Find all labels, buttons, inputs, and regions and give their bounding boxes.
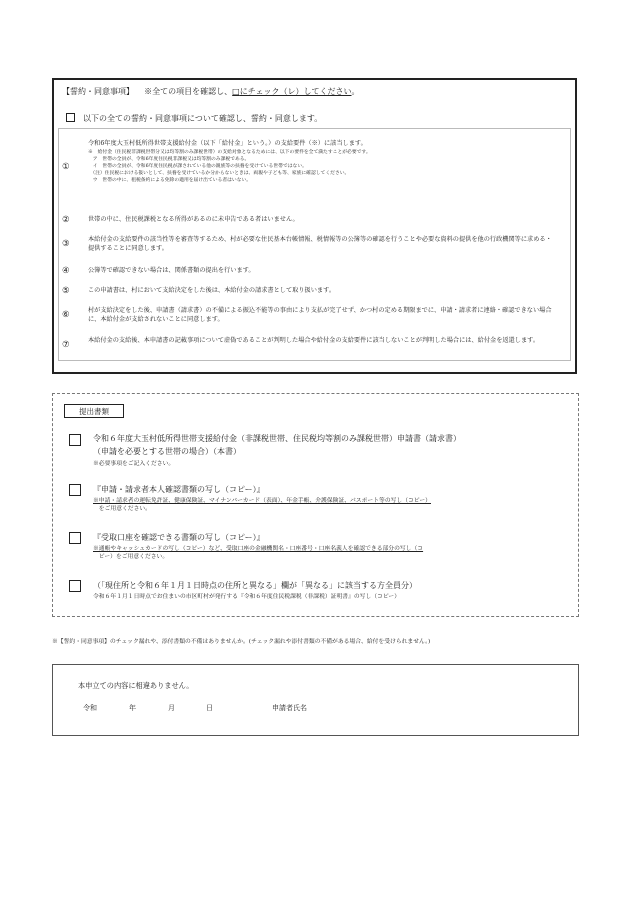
item-note: ア 世帯の全員が、令和6年度住民税非課税又は均等割のみ課税である。 [88, 156, 250, 162]
pledge-item-3 [62, 236, 556, 253]
pledge-heading [62, 86, 360, 97]
document-checkbox-1[interactable] [69, 434, 81, 446]
pledge-instruction-end: 。 [351, 87, 360, 96]
declaration-text: 本申立ての内容に相違ありません。 [78, 681, 194, 690]
document-3-title: 『受取口座を確認できる書類の写し（コピー）』 [93, 533, 265, 542]
document-2-note-2: をご用意ください。 [93, 506, 151, 512]
item-number: ② [62, 215, 70, 225]
pledge-item-2 [62, 215, 556, 225]
item-text: 令和6年度大玉村低所得世帯支援給付金（以下「給付金」という。）の支給要件（※）に該当します。 [88, 140, 367, 147]
pledge-item-7 [62, 337, 556, 350]
pledge-title: 【誓約・同意事項】 [62, 87, 134, 96]
document-2-title: 『申請・請求者本人確認書類の写し（コピー）』 [93, 485, 265, 494]
item-number: ⑦ [62, 340, 70, 350]
item-note: イ 世帯の全員が、令和6年度住民税が課されている他の親族等の扶養を受けている世帯ではない。 [88, 163, 307, 169]
item-number: ⑤ [62, 286, 70, 296]
pledge-instruction-rest: にチェック（レ）してください [239, 87, 352, 96]
agree-text: 以下の全ての誓約・同意事項について確認し、誓約・同意します。 [83, 114, 323, 123]
date-era: 令和 [83, 704, 97, 712]
document-3-note: ※通帳やキャッシュカードの写し（コピー）など、受取口座の金融機関名・口座番号・口座名義人を確認できる部分の写し（コ [93, 546, 424, 552]
document-1-title-2: （申請を必要とする世帯の場合）（本書） [93, 447, 241, 456]
date-month-label: 月 [168, 704, 175, 712]
agree-checkbox[interactable] [66, 113, 75, 122]
item-note: ※ 給付金（住民税非課税世帯分又は均等割のみ課税世帯）の支給対象となるためには、以下の要件を全て満たすことが必要です。 [88, 149, 371, 155]
agree-row[interactable] [66, 113, 322, 124]
pledge-item-5 [62, 286, 556, 296]
item-number: ⑥ [62, 310, 70, 320]
document-2-note: ※申請・請求者の運転免許証、健康保険証、マイナンバーカード（表面）、年金手帳、介護保険証、パスポート等の写し（コピー） [93, 498, 431, 504]
check-footnote: ※【誓約・同意事項】のチェック漏れや、添付書類の不備はありませんか。(チェック漏れや添付書類の不備がある場合、給付を受けられません。) [52, 639, 431, 645]
pledge-item-1 [62, 140, 556, 184]
document-checkbox-4[interactable] [69, 580, 81, 592]
declaration-box [52, 664, 579, 736]
document-4-note: 令和６年１月１日時点でお住まいの市区町村が発行する『令和６年度住民税課税（非課税）証明書』の写し（コピー） [93, 594, 401, 600]
document-4-title: （「現住所と令和６年１月１日時点の住所と異なる」欄が「異なる」に該当する方全員分） [93, 581, 417, 590]
document-1-note: ※必要事項をご記入ください。 [93, 461, 175, 467]
pledge-instruction-box: □ [232, 87, 240, 96]
item-text: 村が支給決定をした後、申請書（請求書）の不備による振込不能等の事由により支払が完了せず、かつ村の定める期限までに、申請・請求者に連絡・確認できない場合に、本給付金が支給されないことに同意します。 [88, 307, 552, 323]
date-day-label: 日 [206, 704, 213, 712]
item-text: 世帯の中に、住民税課税となる所得があるのに未申告である者はいません。 [88, 216, 299, 223]
item-note: ウ 世帯の中に、租税条約による免除の適用を届け出ている者はいない。 [88, 177, 252, 183]
item-text: 本給付金の支給要件の該当性等を審査等するため、村が必要な住民基本台帳情報、税情報等の公簿等の確認を行うことや必要な資料の提供を他の行政機関等に求める・提供することに同意します。 [88, 236, 552, 252]
document-checkbox-3[interactable] [69, 532, 81, 544]
item-text: 本給付金の支給後、本申請書の記載事項について虚偽であることが判明した場合や給付金の支給要件に該当しないことが判明した場合には、給付金を返還します。 [88, 337, 540, 344]
pledge-item-4 [62, 266, 556, 276]
document-1-title: 令和６年度大玉村低所得世帯支援給付金（非課税世帯、住民税均等割のみ課税世帯）申請書（請求書） [93, 434, 461, 443]
item-number: ③ [62, 239, 70, 249]
applicant-name-label: 申請者氏名 [272, 704, 307, 712]
document-checkbox-2[interactable] [69, 484, 81, 496]
pledge-item-6 [62, 307, 556, 324]
date-year-label: 年 [129, 704, 136, 712]
pledge-instruction: ※全ての項目を確認し、 [144, 87, 233, 96]
documents-label: 提出書類 [64, 404, 124, 418]
document-3-note-2: ピー）をご用意ください。 [93, 554, 169, 560]
item-number: ① [62, 162, 70, 172]
item-note: （注）住民税における扱いとして、扶養を受けているか分からないときは、両親や子ども等、家族に確認してください。 [88, 170, 350, 176]
item-text: この申請書は、村において支給決定をした後は、本給付金の請求書として取り扱います。 [88, 287, 336, 294]
item-number: ④ [62, 266, 70, 276]
item-text: 公簿等で確認できない場合は、関係書類の提出を行います。 [88, 267, 255, 274]
